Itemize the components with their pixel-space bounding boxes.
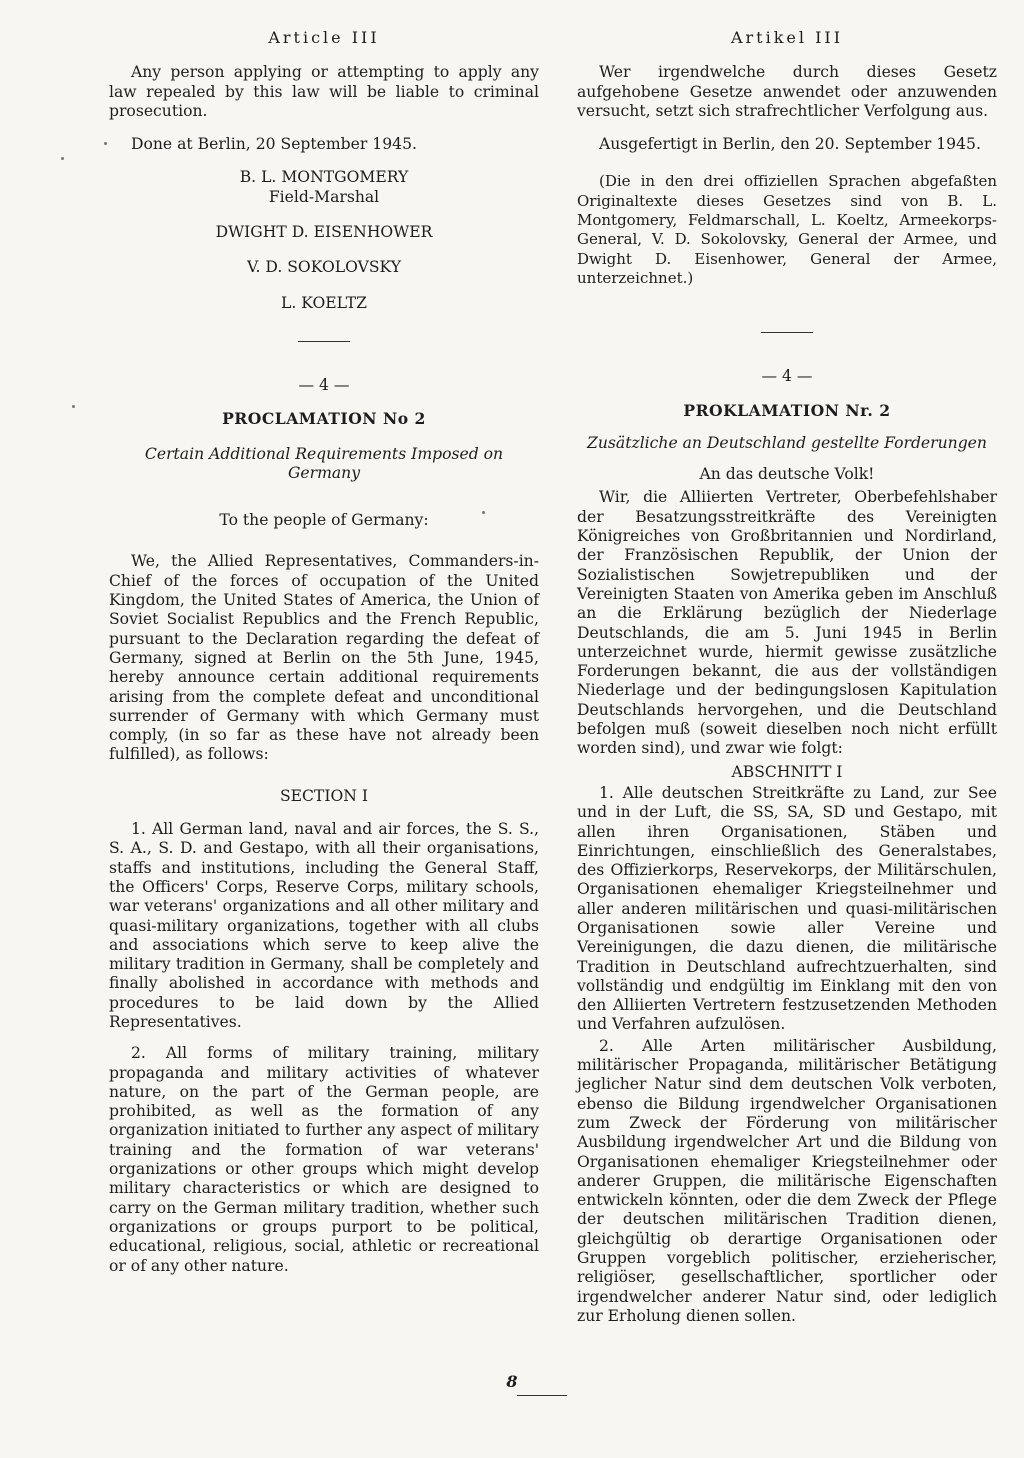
scan-speck [104,142,107,145]
page-number: 8 [506,1372,518,1391]
signature-note: (Die in den drei offiziellen Sprachen abgefaßten Originaltexte dieses Gesetzes sind von B. L. Montgomery, Feldmarschall, L. Koeltz, Armeekorps-General, V. D. Sokolovsky, General der Armee, und Dwight D. Eisenhower, General der Armee, unterzeichnet.) [577,172,997,287]
separator-rule [298,341,350,342]
done-at-line: Done at Berlin, 20 September 1945. [131,135,417,154]
proclamation-title: PROKLAMATION Nr. 2 [683,400,891,420]
section-paragraph-2: 2. Alle Arten militärischer Ausbildung, militärischer Propaganda, militärischer Betätigung jeglicher Natur sind dem deutschen Volk verboten, ebenso die Bildung irgendwelcher Organisationen zum Zweck der Förderung von militärischer Ausbildung irgendwelcher Art und die Bildung von Organisationen ehemaliger Kriegsteilnehmer oder anderer Gruppen, die militärische Eigenschaften entwickeln könnten, oder die dem Zweck der Pflege der deutschen militärischen Tradition dienen, gleichgültig ob derartige Organisationen oder Gruppen vorgeblich politischer, erzieherischer, religiöser, gesellschaftlicher, sportlicher oder irgendwelcher anderer Natur sind, oder lediglich zur Erholung dienen sollen. [577,1036,997,1325]
section-heading: ABSCHNITT I [731,762,843,781]
english-column [109,28,539,1276]
scan-speck [72,405,75,408]
proclamation-title: PROCLAMATION No 2 [222,409,426,429]
preamble-text: Wir, die Alliierten Vertreter, Oberbefehlshaber der Besatzungsstreitkräfte des Vereinigten Königreiches von Großbritannien und Nordirland, der Französischen Republik, der Union der Sozialistischen Sowjetrepubliken und der Vereinigten Staaten von Amerika geben im Anschluß an die Erklärung bezüglich der Niederlage Deutschlands, die am 5. Juni 1945 in Berlin unterzeichnet wurde, hiermit gewisse zusätzliche Forderungen bekannt, die aus der vollständigen Niederlage und der bedingungslosen Kapitulation Deutschlands hervorgehen, und die Deutschland befolgen muß (soweit dieselben noch nicht erfüllt worden sind), und zwar wie folgt: [577,488,997,758]
page-marker: — 4 — [298,375,350,394]
address-line: An das deutsche Volk! [699,465,875,484]
scan-speck [61,157,64,160]
section-heading: SECTION I [279,786,369,805]
signatory-title: Field-Marshal [268,187,380,206]
done-at-line: Ausgefertigt in Berlin, den 20. September 1945. [599,135,981,154]
signatory-name: L. KOELTZ [281,293,367,312]
section-paragraph-1: 1. Alle deutschen Streitkräfte zu Land, zur See und in der Luft, die SS, SA, SD und Gestapo, mit allen ihren Organisationen, Stäben und Einrichtungen, einschließlich des Generalstabes, des Offizierkorps, Reservekorps, der Militärschulen, Organisationen ehemaliger Kriegsteilnehmer und aller anderen militärischen und quasi-militärischen Organisationen sowie aller Vereine und Vereinigungen, die dazu dienen, die militärische Tradition in Deutschland aufrechtzuerhalten, sind vollständig und endgültig im Einklang mit den von den Alliierten Vertretern festzusetzenden Methoden und Verfahren aufzulösen. [577,783,997,1034]
article-text: Wer irgendwelche durch dieses Gesetz aufgehobene Gesetze anwendet oder anzuwenden versucht, setzt sich strafrechtlicher Verfolgung aus. [577,63,997,120]
page-marker: — 4 — [761,367,813,386]
signatory-name: B. L. MONTGOMERY [239,168,409,187]
address-line: To the people of Germany: [219,511,429,530]
signatory-name: DWIGHT D. EISENHOWER [215,223,433,242]
separator-rule [761,332,813,333]
signatory-name: V. D. SOKOLOVSKY [246,258,402,277]
article-text: Any person applying or attempting to apply any law repealed by this law will be liable to criminal prosecution. [109,63,539,120]
proclamation-subtitle: Zusätzliche an Deutschland gestellte Forderungen [587,433,987,452]
proclamation-subtitle: Certain Additional Requirements Imposed on Germany [144,444,504,482]
article-heading: Artikel III [730,28,844,47]
scan-speck [482,511,485,514]
article-heading: Article III [268,28,380,47]
section-paragraph-1: 1. All German land, naval and air forces, the S. S., S. A., S. D. and Gestapo, with all their organisations, staffs and institutions, including the General Staff, the Officers' Corps, Reserve Corps, military schools, war veterans' organizations and all other military and quasi-military organizations, together with all clubs and associations which serve to keep alive the military tradition in Germany, shall be completely and finally abolished in accordance with methods and procedures to be laid down by the Allied Representatives. [109,820,539,1031]
section-paragraph-2: 2. All forms of military training, military propaganda and military activities of whatever nature, on the part of the German people, are prohibited, as well as the formation of any organization initiated to further any aspect of military training and the formation of war veterans' organizations or other groups which might develop military characteristics or which are designed to carry on the German military tradition, whether such organizations or groups purport to be political, educational, religious, social, athletic or recreational or of any other nature. [109,1044,539,1275]
german-column [577,28,997,1326]
signatories-block [109,168,539,312]
preamble-text: We, the Allied Representatives, Commanders-in-Chief of the forces of occupation of the United Kingdom, the United States of America, the Union of Soviet Socialist Republics and the French Republic, pursuant to the Declaration regarding the defeat of Germany, signed at Berlin on the 5th June, 1945, hereby announce certain additional requirements arising from the complete defeat and unconditional surrender of Germany with which Germany must comply, (in so far as these have not already been fulfilled), as follows: [109,552,539,764]
page-number-underline [517,1395,567,1396]
